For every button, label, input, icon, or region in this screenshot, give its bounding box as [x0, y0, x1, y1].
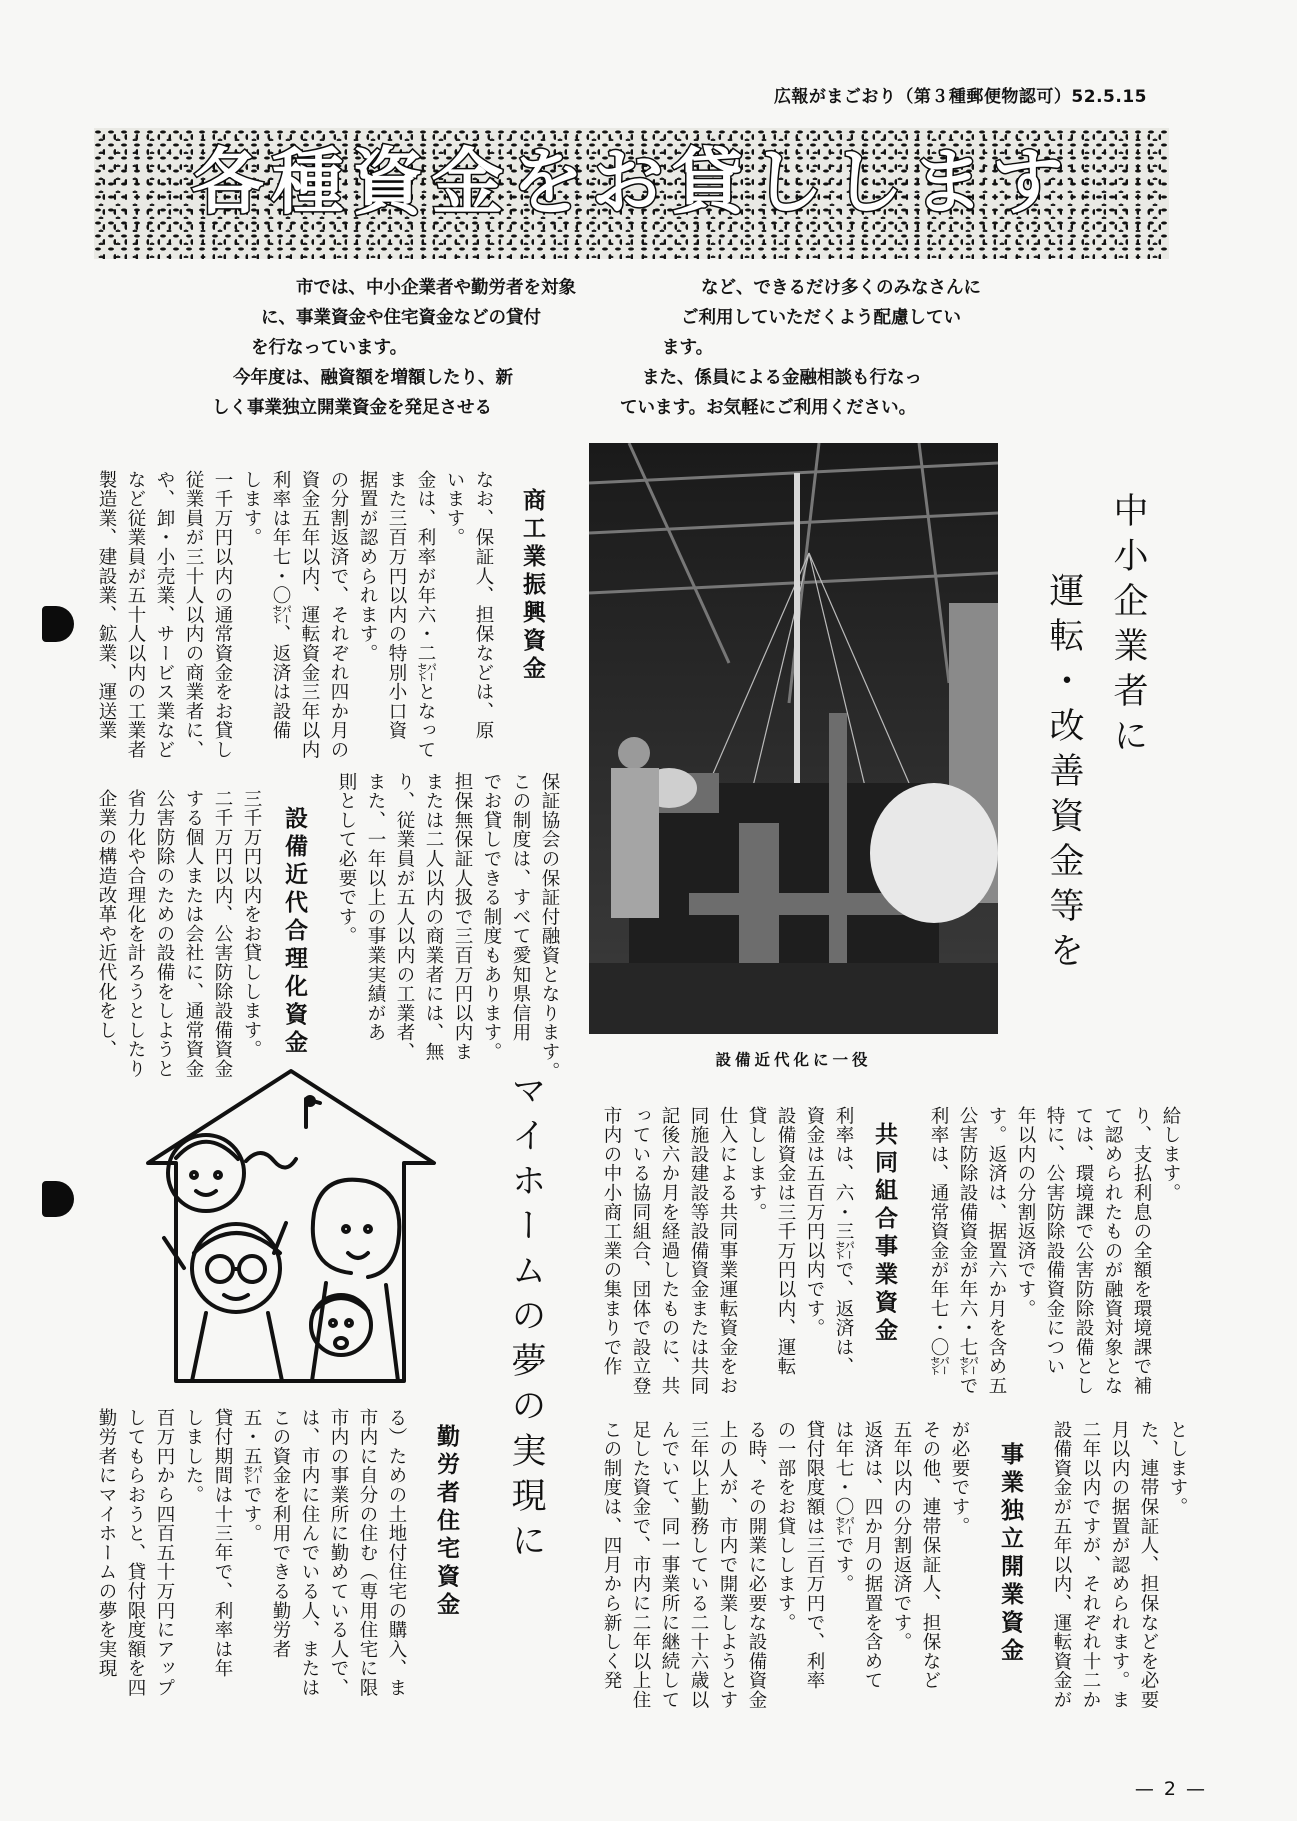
factory-photo-image	[589, 443, 998, 1034]
text-line: 利率は、六・三㌫で、返済は、	[833, 1106, 854, 1377]
text-line: います。	[444, 470, 465, 548]
text-line: 五年以内の分割返済です。	[891, 1420, 912, 1652]
text-line: 製造業、建設業、鉱業、運送業	[96, 470, 117, 741]
intro-line: など、できるだけ多くのみなさんに	[701, 278, 981, 298]
intro-line: ご利用していただくよう配慮してい	[681, 308, 961, 328]
text-line: 利率は年七・〇㌫、返済は設備	[270, 470, 291, 741]
section-marker	[42, 606, 74, 642]
text-line: 貸しします。	[746, 1106, 767, 1222]
text-line: 三年以上勤務している二十六歳以	[688, 1420, 709, 1710]
family-home-illustration	[136, 1063, 446, 1388]
text-line: 月以内の据置が認められます。ま	[1109, 1420, 1130, 1710]
text-line: 勤労者にマイホームの夢を実現	[96, 1408, 117, 1679]
text-line: 資金五年以内、運転資金三年以内	[299, 470, 320, 760]
factory-photo	[589, 443, 998, 1034]
heading-shoko: 商工業振興資金	[519, 488, 545, 684]
text-line: 二千万円以内、公害防除設備資金	[212, 789, 233, 1079]
text-line: とします。	[1167, 1420, 1188, 1517]
text-line: その他、連帯保証人、担保など	[920, 1420, 941, 1691]
body-shoko-continued	[332, 772, 564, 1081]
text-line: この制度は、すべて愛知県信用	[510, 772, 531, 1043]
text-line: 則として必要です。	[336, 772, 357, 946]
text-line: 年以内の分割返済です。	[1015, 1106, 1036, 1319]
intro-line: を行なっています。	[251, 338, 408, 358]
page-number: — 2 —	[1134, 1778, 1207, 1800]
text-line: 返済は、四か月の据置を含めて	[862, 1420, 883, 1691]
text-line: 市内の中小商工業の集まりで作	[601, 1106, 622, 1377]
text-line: り、従業員が五人以内の工業者、	[394, 772, 415, 1062]
text-line: また三百万円以内の特別小口資	[386, 470, 407, 741]
text-line: してもらおうと、貸付限度額を四	[125, 1408, 146, 1698]
page-title: 各種資金をお貸しします	[191, 140, 1072, 224]
text-line: 企業の構造改革や近代化をし、	[96, 789, 117, 1060]
text-line: 給します。	[1160, 1106, 1181, 1203]
text-line: 仕入による共同事業運転資金をお	[717, 1106, 738, 1396]
text-line: が必要です。	[949, 1420, 970, 1536]
text-line: っている協同組合、団体で設立登	[630, 1106, 651, 1396]
text-line: 同施設建設等設備資金または共同	[688, 1106, 709, 1396]
intro-line: 今年度は、融資額を増額したり、新	[233, 368, 513, 388]
body-rates	[924, 1106, 1185, 1406]
text-line: 保証協会の保証付融資となります。	[539, 772, 560, 1081]
text-line: 従業員が三十人以内の商業者に、	[183, 470, 204, 760]
text-line: 据置が認められます。	[357, 470, 378, 663]
text-line: または二人以内の商業者には、無	[423, 772, 444, 1062]
text-line: します。	[241, 470, 262, 548]
text-line: る時、その開業に必要な設備資金	[746, 1420, 767, 1710]
text-line: は、市内に住んでいる人、または	[299, 1408, 320, 1698]
section-heading-sme-1: 中小企業者に	[1108, 492, 1148, 762]
text-line: 百万円から四百五十万円にアップ	[154, 1408, 175, 1698]
intro-line: ています。お気軽にご利用ください。	[620, 398, 917, 418]
text-line: 公害防除設備資金が年六・七㌫で	[957, 1106, 978, 1396]
section-marker	[42, 1181, 74, 1217]
text-line: なお、保証人、担保などは、原	[473, 470, 494, 741]
text-line: 利率は、通常資金が年七・〇㌫	[928, 1106, 949, 1377]
text-line: の分割返済で、それぞれ四か月の	[328, 470, 349, 760]
text-line: ては、環境課で公害防除設備とし	[1073, 1106, 1094, 1396]
text-line: 市内に自分の住む（専用住宅に限	[357, 1408, 378, 1698]
text-line: す。返済は、据置六か月を含め五	[986, 1106, 1007, 1396]
text-line: 設備資金は三千万円以内、運転	[775, 1106, 796, 1377]
intro-line: 市では、中小企業者や勤労者を対象	[296, 278, 576, 298]
text-line: 省力化や合理化を計ろうとしたり	[125, 789, 146, 1079]
text-line: 市内の事業所に勤めている人で、	[328, 1408, 349, 1698]
masthead: 広報がまごおり（第３種郵便物認可）52.5.15	[773, 87, 1147, 107]
intro-line: しく事業独立開業資金を発足させる	[212, 398, 492, 418]
text-line: しました。	[183, 1408, 204, 1505]
text-line: この制度は、四月から新しく発	[601, 1420, 622, 1691]
text-line: でお貸しできる制度もあります。	[481, 772, 502, 1062]
text-line: 五・五㌫です。	[241, 1408, 262, 1544]
text-line: は年七・〇㌫です。	[833, 1420, 854, 1594]
text-line: の一部をお貸しします。	[775, 1420, 796, 1633]
text-line: 上の人が、市内で開業しようとす	[717, 1420, 738, 1710]
family-home-illustration-image	[136, 1063, 446, 1388]
body-kyodo	[597, 1106, 858, 1406]
text-line: て認められたものが融資対象とな	[1102, 1106, 1123, 1396]
heading-setsubi: 設備近代合理化資金	[281, 806, 307, 1058]
photo-caption: 設備近代化に一役	[715, 1051, 872, 1069]
text-line: 記後六か月を経過したものに、共	[659, 1106, 680, 1396]
intro-line: ます。	[662, 338, 714, 358]
text-line: また、一年以上の事業実績があ	[365, 772, 386, 1043]
intro-line: また、係員による金融相談も行なっ	[642, 368, 922, 388]
text-line: 足した資金で、市内に二年以上住	[630, 1420, 651, 1710]
text-line: 特に、公害防除設備資金につい	[1044, 1106, 1065, 1377]
text-line: 公害防除のための設備をしようと	[154, 789, 175, 1079]
body-kyodo-continued	[1047, 1420, 1192, 1720]
section-heading-sme-2: 運転・改善資金等を	[1044, 572, 1084, 977]
text-line: 設備資金が五年以内、運転資金が	[1051, 1420, 1072, 1710]
text-line: 貸付限度額は三百万円で、利率	[804, 1420, 825, 1691]
text-line: 三千万円以内をお貸しします。	[241, 789, 262, 1060]
text-line: この資金を利用できる勤労者	[270, 1408, 291, 1659]
text-line: 金は、利率が年六・二㌫となって	[415, 470, 436, 760]
text-line: 担保無保証人扱で三百万円以内ま	[452, 772, 473, 1062]
body-dokuritsu	[597, 1420, 974, 1720]
text-line: 資金は五百万円以内です。	[804, 1106, 825, 1338]
heading-kinrosha: 勤労者住宅資金	[433, 1424, 459, 1620]
text-line: んでいて、同一事業所に継続して	[659, 1420, 680, 1710]
text-line: た、連帯保証人、担保などを必要	[1138, 1420, 1159, 1710]
body-kinrosha	[92, 1408, 411, 1738]
text-line: する個人または会社に、通常資金	[183, 789, 204, 1079]
intro-line: に、事業資金や住宅資金などの貸付	[261, 308, 541, 328]
section-heading-home: マイホームの夢の実現に	[506, 1072, 546, 1567]
heading-kyodo: 共同組合事業資金	[871, 1122, 897, 1346]
text-line: る）ための土地付住宅の購入、ま	[386, 1408, 407, 1698]
text-line: 貸付期間は十三年で、利率は年	[212, 1408, 233, 1679]
text-line: 一千万円以内の通常資金をお貸し	[212, 470, 233, 760]
text-line: など従業員が五十人以内の工業者	[125, 470, 146, 760]
heading-dokuritsu: 事業独立開業資金	[997, 1442, 1023, 1666]
body-setsubi	[92, 789, 266, 1079]
text-line: 二年以内ですが、それぞれ十二か	[1080, 1420, 1101, 1710]
title-banner	[94, 128, 1169, 259]
text-line: や、卸・小売業、サービス業など	[154, 470, 175, 760]
text-line: り、支払利息の全額を環境課で補	[1131, 1106, 1152, 1396]
